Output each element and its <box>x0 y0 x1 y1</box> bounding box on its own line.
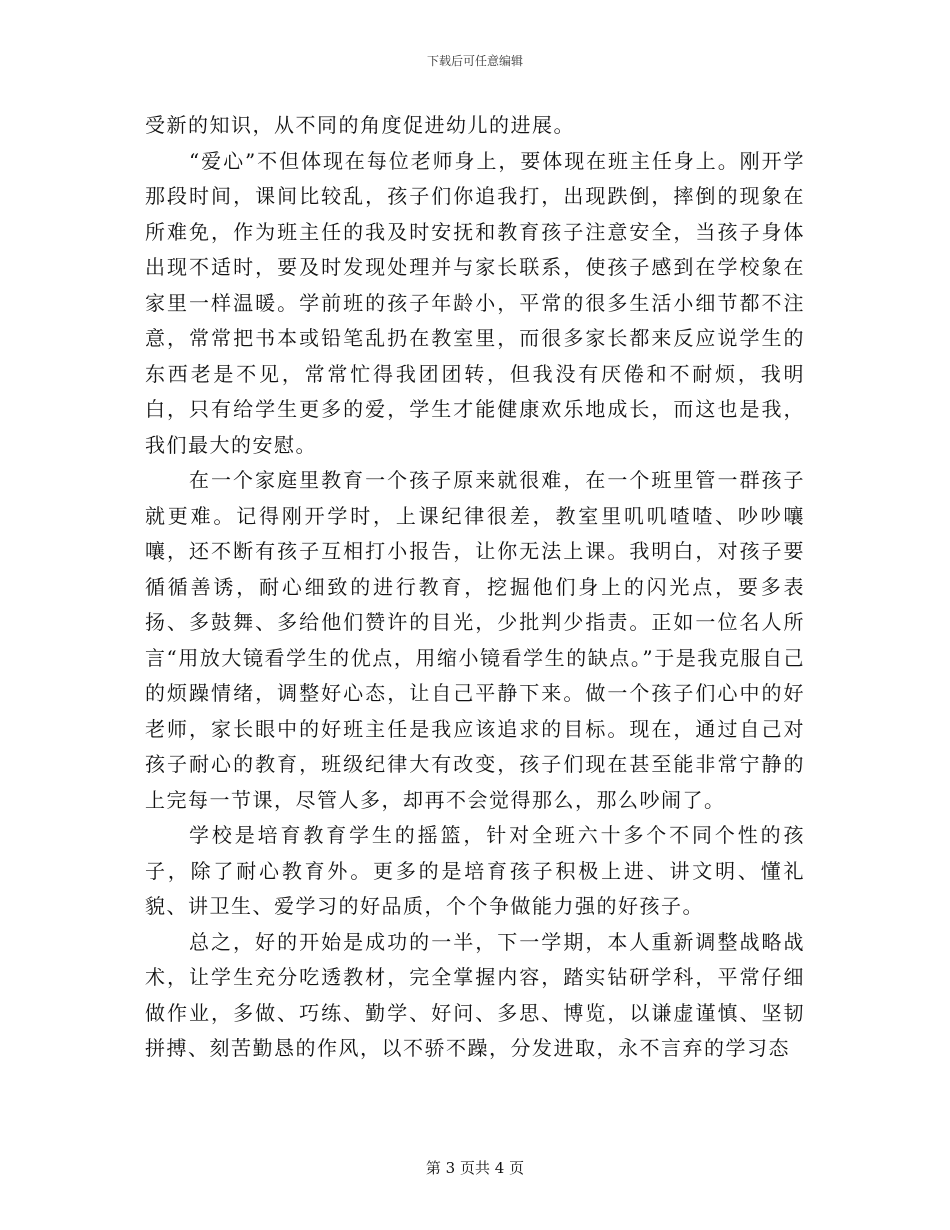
paragraph-4: 学校是培育教育学生的摇篮，针对全班六十多个不同个性的孩子，除了耐心教育外。更多的是培育孩子积极上进、讲文明、懂礼貌、讲卫生、爱学习的好品质，个个争做能力强的好孩子。 <box>145 823 805 918</box>
document-body <box>145 108 805 1067</box>
paragraph-2: “爱心”不但体现在每位老师身上，要体现在班主任身上。刚开学那段时间，课间比较乱，孩子们你追我打，出现跌倒，摔倒的现象在所难免，作为班主任的我及时安抚和教育孩子注意安全，当孩子身体出现不适时，要及时发现处理并与家长联系，使孩子感到在学校象在家里一样温暖。学前班的孩子年龄小，平常的很多生活小细节都不注意，常常把书本或铅笔乱扔在教室里，而很多家长都来反应说学生的东西老是不见，常常忙得我团团转，但我没有厌倦和不耐烦，我明白，只有给学生更多的爱，学生才能健康欢乐地成长，而这也是我，我们最大的安慰。 <box>145 148 805 457</box>
page-number: 第 3 页共 4 页 <box>425 1159 525 1177</box>
page-header: 下载后可任意编辑 <box>426 54 523 68</box>
paragraph-3: 在一个家庭里教育一个孩子原来就很难，在一个班里管一群孩子就更难。记得刚开学时，上课纪律很差，教室里叽叽喳喳、吵吵嚷嚷，还不断有孩子互相打小报告，让你无法上课。我明白，对孩子要循循善诱，耐心细致的进行教育，挖掘他们身上的闪光点，要多表扬、多鼓舞、多给他们赞许的目光，少批判少指责。正如一位名人所言“用放大镜看学生的优点，用缩小镜看学生的缺点。”于是我克服自己的烦躁情绪，调整好心态，让自己平静下来。做一个孩子们心中的好老师，家长眼中的好班主任是我应该追求的目标。现在，通过自己对孩子耐心的教育，班级纪律大有改变，孩子们现在甚至能非常宁静的上完每一节课，尽管人多，却再不会觉得那么，那么吵闹了。 <box>145 468 805 812</box>
paragraph-5: 总之，好的开始是成功的一半，下一学期，本人重新调整战略战术，让学生充分吃透教材，完全掌握内容，踏实钻研学科，平常仔细做作业，多做、巧练、勤学、好问、多思、博览，以谦虚谨慎、坚韧拼搏、刻苦勤恳的作风，以不骄不躁，分发进取，永不言弃的学习态 <box>145 929 805 1060</box>
paragraph-1: 受新的知识，从不同的角度促进幼儿的进展。 <box>145 113 575 137</box>
